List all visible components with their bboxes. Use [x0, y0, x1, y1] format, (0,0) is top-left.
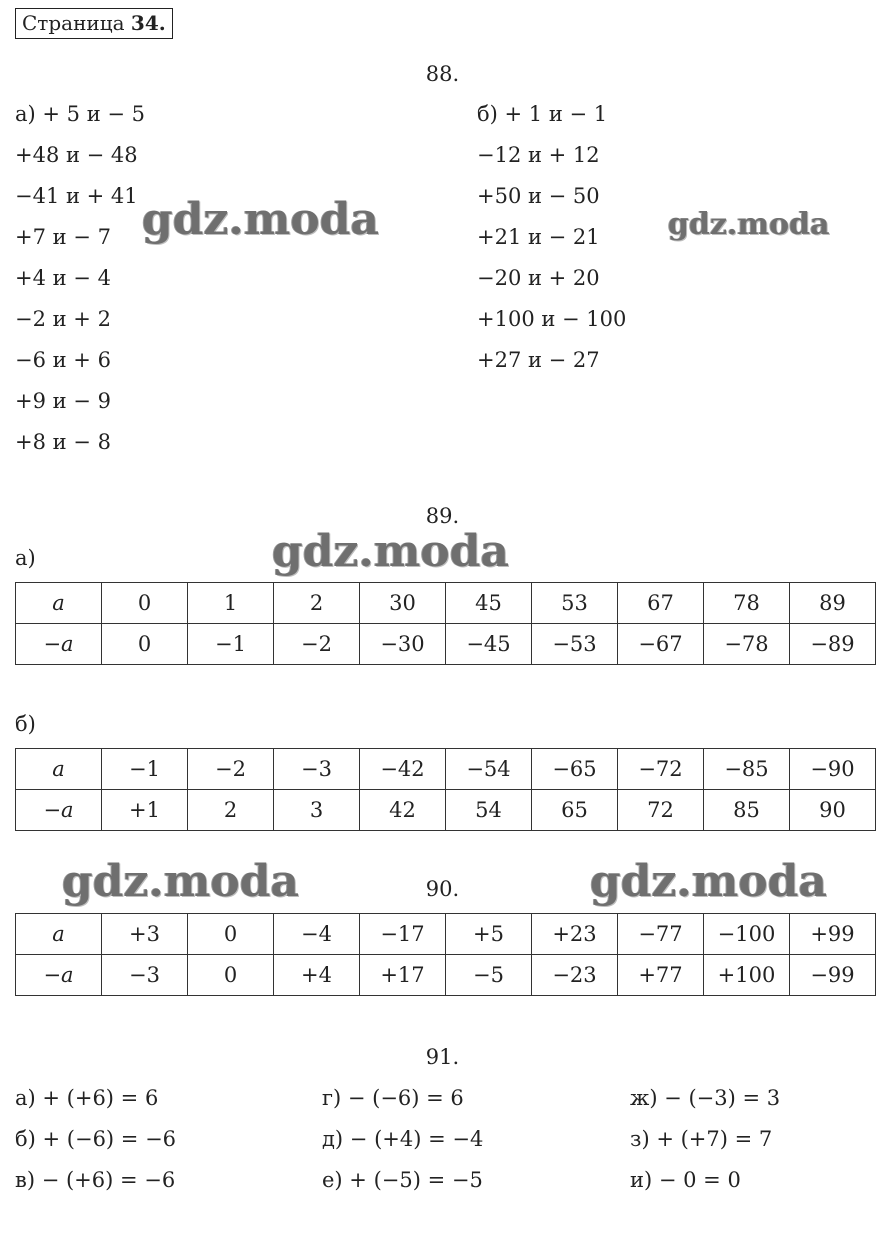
watermark-3: gdz.moda: [272, 526, 510, 577]
table-cell: +3: [102, 914, 188, 955]
table-cell: 72: [618, 790, 704, 831]
ex88-a-line-5: +4 и − 4: [15, 266, 111, 290]
table-cell: 0: [188, 914, 274, 955]
ex88-b-line-4: +21 и − 21: [477, 225, 600, 249]
ex90-title: 90.: [425, 877, 460, 901]
table-cell: −100: [704, 914, 790, 955]
table-cell: −3: [102, 955, 188, 996]
table-cell: 1: [188, 583, 274, 624]
table-cell: +99: [790, 914, 876, 955]
ex88-b-line-6: +100 и − 100: [477, 307, 627, 331]
table-cell: 30: [360, 583, 446, 624]
table-cell: −17: [360, 914, 446, 955]
table-cell: −89: [790, 624, 876, 665]
table-cell: 90: [790, 790, 876, 831]
table-cell: a: [16, 914, 102, 955]
table-cell: +77: [618, 955, 704, 996]
ex88-a-line-9: +8 и − 8: [15, 430, 111, 454]
table-cell: 45: [446, 583, 532, 624]
table-cell: −67: [618, 624, 704, 665]
table-cell: 3: [274, 790, 360, 831]
ex88-b-line-2: −12 и + 12: [477, 143, 600, 167]
table-cell: a: [16, 749, 102, 790]
ex88-b-line-1: б) + 1 и − 1: [477, 102, 608, 126]
page-label: [15, 8, 173, 39]
ex91-zh: ж) − (−3) = 3: [630, 1086, 781, 1110]
table-cell: +23: [532, 914, 618, 955]
table-row: [16, 955, 876, 996]
table-cell: −72: [618, 749, 704, 790]
ex89-table-a: [15, 582, 876, 665]
ex91-d: д) − (+4) = −4: [322, 1127, 484, 1151]
table-cell: 0: [188, 955, 274, 996]
table-row: [16, 790, 876, 831]
table-cell: 2: [274, 583, 360, 624]
ex89-label-b: б): [15, 712, 36, 736]
ex88-b-line-3: +50 и − 50: [477, 184, 600, 208]
table-cell: 53: [532, 583, 618, 624]
ex91-a: а) + (+6) = 6: [15, 1086, 159, 1110]
table-cell: −1: [102, 749, 188, 790]
table-cell: −5: [446, 955, 532, 996]
table-cell: 2: [188, 790, 274, 831]
table-cell: −53: [532, 624, 618, 665]
table-cell: −3: [274, 749, 360, 790]
table-cell: +100: [704, 955, 790, 996]
table-cell: −2: [188, 749, 274, 790]
ex91-i: и) − 0 = 0: [630, 1168, 741, 1192]
ex88-a-line-7: −6 и + 6: [15, 348, 111, 372]
table-row: [16, 914, 876, 955]
table-cell: −90: [790, 749, 876, 790]
table-cell: −77: [618, 914, 704, 955]
table-cell: −78: [704, 624, 790, 665]
watermark-5: gdz.moda: [590, 856, 828, 907]
table-cell: 67: [618, 583, 704, 624]
table-cell: +4: [274, 955, 360, 996]
ex91-z: з) + (+7) = 7: [630, 1127, 773, 1151]
ex89-title: 89.: [425, 504, 460, 528]
table-row: [16, 749, 876, 790]
ex88-a-line-3: −41 и + 41: [15, 184, 138, 208]
table-cell: 89: [790, 583, 876, 624]
table-cell: −99: [790, 955, 876, 996]
table-cell: a: [16, 583, 102, 624]
table-cell: 0: [102, 624, 188, 665]
ex88-a-line-4: +7 и − 7: [15, 225, 111, 249]
table-cell: −4: [274, 914, 360, 955]
table-cell: −42: [360, 749, 446, 790]
ex88-a-line-6: −2 и + 2: [15, 307, 111, 331]
table-cell: 54: [446, 790, 532, 831]
ex91-e: е) + (−5) = −5: [322, 1168, 483, 1192]
table-cell: 85: [704, 790, 790, 831]
ex89-label-a: а): [15, 546, 36, 570]
table-cell: −45: [446, 624, 532, 665]
watermark-4: gdz.moda: [62, 856, 300, 907]
table-cell: 0: [102, 583, 188, 624]
table-cell: +1: [102, 790, 188, 831]
table-cell: −2: [274, 624, 360, 665]
page-number: 34.: [130, 11, 166, 35]
table-row: [16, 583, 876, 624]
ex91-title: 91.: [425, 1045, 460, 1069]
table-cell: −65: [532, 749, 618, 790]
table-cell: −a: [16, 790, 102, 831]
ex88-b-line-5: −20 и + 20: [477, 266, 600, 290]
ex91-g: г) − (−6) = 6: [322, 1086, 464, 1110]
table-cell: −54: [446, 749, 532, 790]
ex88-a-line-8: +9 и − 9: [15, 389, 111, 413]
table-cell: −a: [16, 624, 102, 665]
ex88-b-line-7: +27 и − 27: [477, 348, 600, 372]
ex88-title: 88.: [425, 62, 460, 86]
watermark-2: gdz.moda: [668, 207, 830, 242]
ex91-v: в) − (+6) = −6: [15, 1168, 176, 1192]
ex91-b: б) + (−6) = −6: [15, 1127, 177, 1151]
ex89-table-b: [15, 748, 876, 831]
ex90-table: [15, 913, 876, 996]
table-cell: +17: [360, 955, 446, 996]
table-cell: 65: [532, 790, 618, 831]
table-cell: −23: [532, 955, 618, 996]
table-cell: 42: [360, 790, 446, 831]
table-cell: +5: [446, 914, 532, 955]
ex88-a-line-2: +48 и − 48: [15, 143, 138, 167]
table-cell: −30: [360, 624, 446, 665]
table-cell: 78: [704, 583, 790, 624]
table-cell: −1: [188, 624, 274, 665]
page-label-text: Страница: [22, 11, 125, 35]
table-cell: −85: [704, 749, 790, 790]
watermark-1: gdz.moda: [142, 194, 380, 245]
table-cell: −a: [16, 955, 102, 996]
table-row: [16, 624, 876, 665]
ex88-a-line-1: а) + 5 и − 5: [15, 102, 145, 126]
